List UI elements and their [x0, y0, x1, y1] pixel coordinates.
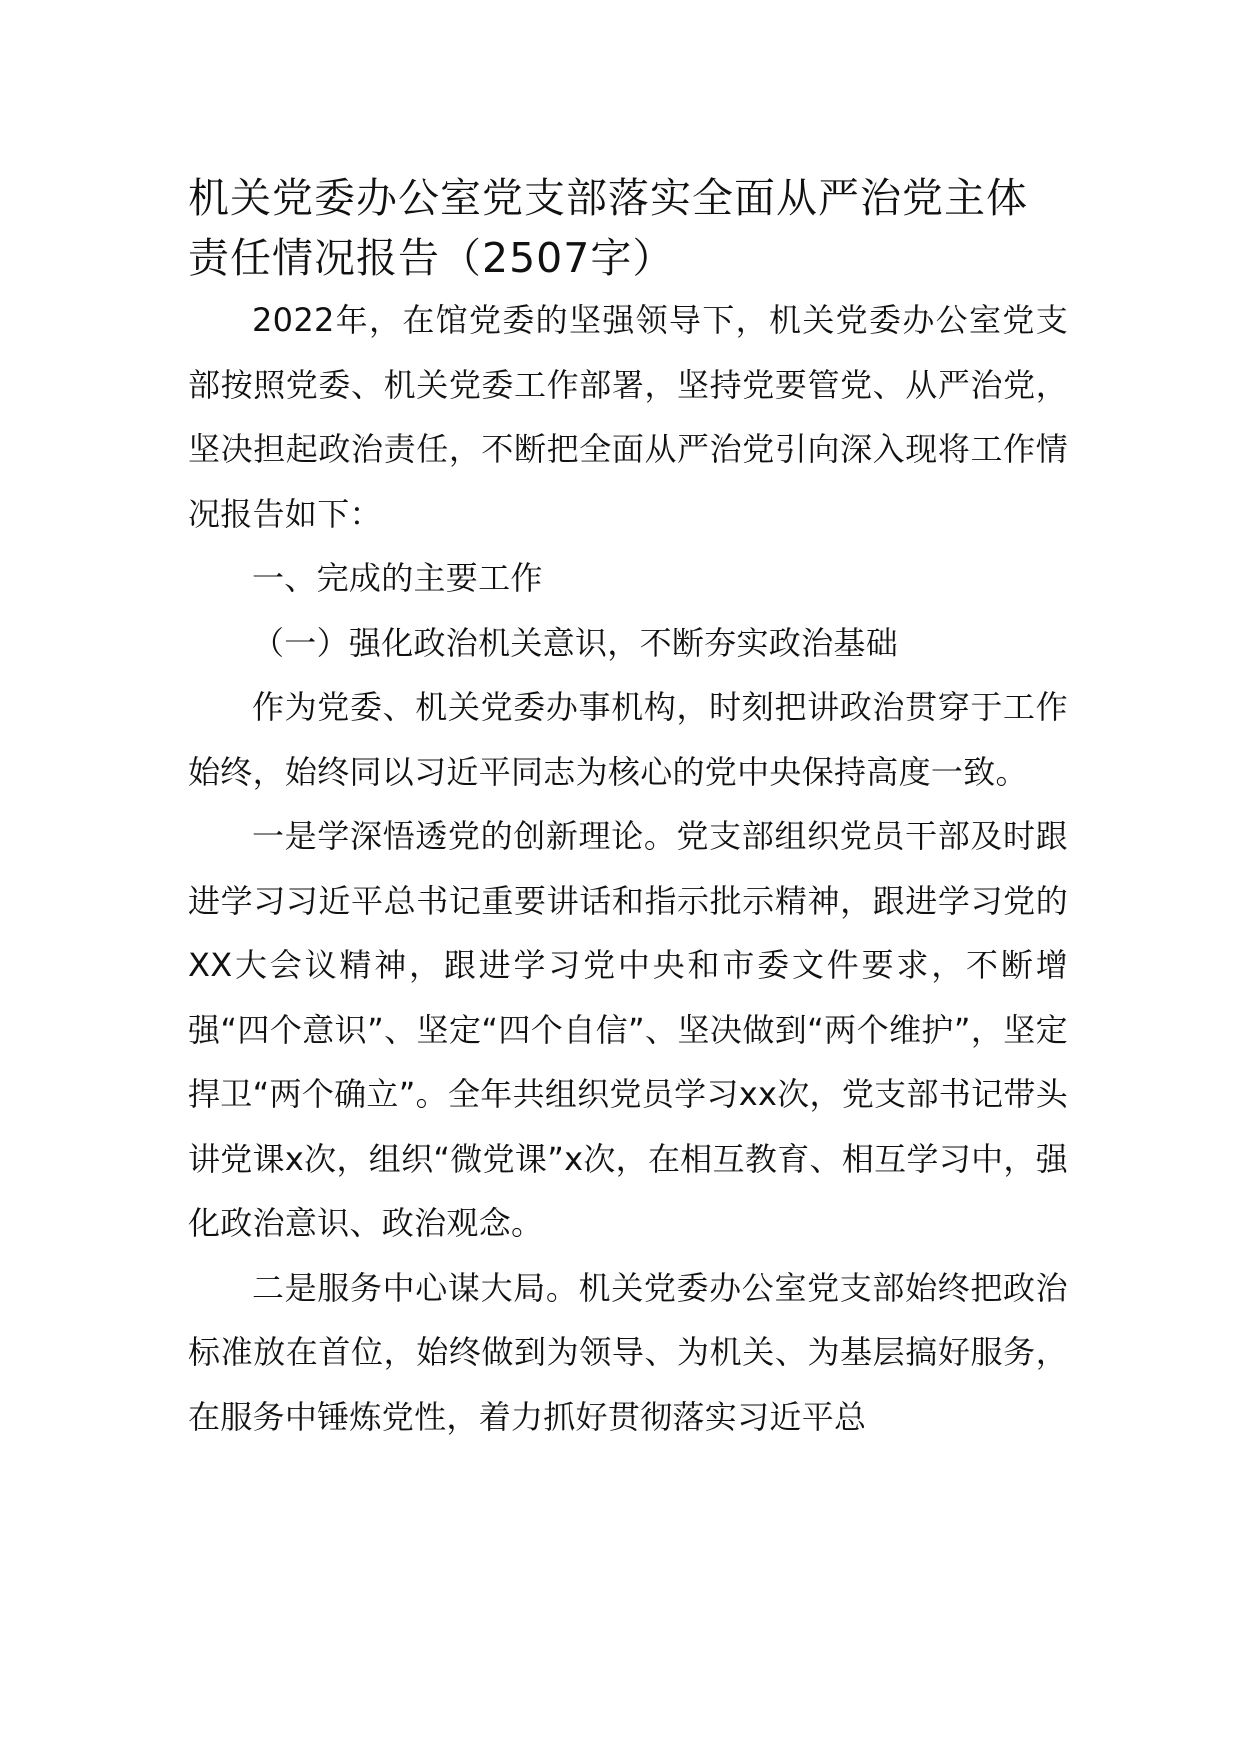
- body-paragraph: 作为党委、机关党委办事机构，时刻把讲政治贯穿于工作始终，始终同以习近平同志为核心的党中央保持高度一致。: [188, 688, 1068, 791]
- subsection-heading: （一）强化政治机关意识，不断夯实政治基础: [252, 623, 899, 662]
- section-heading: 一、完成的主要工作: [252, 559, 543, 597]
- document-body: [188, 168, 1068, 1449]
- document-title: 机关党委办公室党支部落实全面从严治党主体责任情况报告（2507字）: [188, 174, 1028, 282]
- intro-paragraph: 2022年，在馆党委的坚强领导下，机关党委办公室党支部按照党委、机关党委工作部署，坚持党要管党、从严治党，坚决担起政治责任，不断把全面从严治党引向深入现将工作情况报告如下：: [188, 301, 1068, 533]
- body-paragraph: 二是服务中心谋大局。机关党委办公室党支部始终把政治标准放在首位，始终做到为领导、为机关、为基层搞好服务，在服务中锤炼党性，着力抓好贯彻落实习近平总: [188, 1268, 1068, 1436]
- body-paragraph: 一是学深悟透党的创新理论。党支部组织党员干部及时跟进学习习近平总书记重要讲话和指示批示精神，跟进学习党的XX大会议精神，跟进学习党中央和市委文件要求，不断增强“四个意识”、坚定“四个自信”、坚决做到“两个维护”，坚定捍卫“两个确立”。全年共组织党员学习xx次，党支部书记带头讲党课x次，组织“微党课”x次，在相互教育、相互学习中，强化政治意识、政治观念。: [188, 817, 1068, 1242]
